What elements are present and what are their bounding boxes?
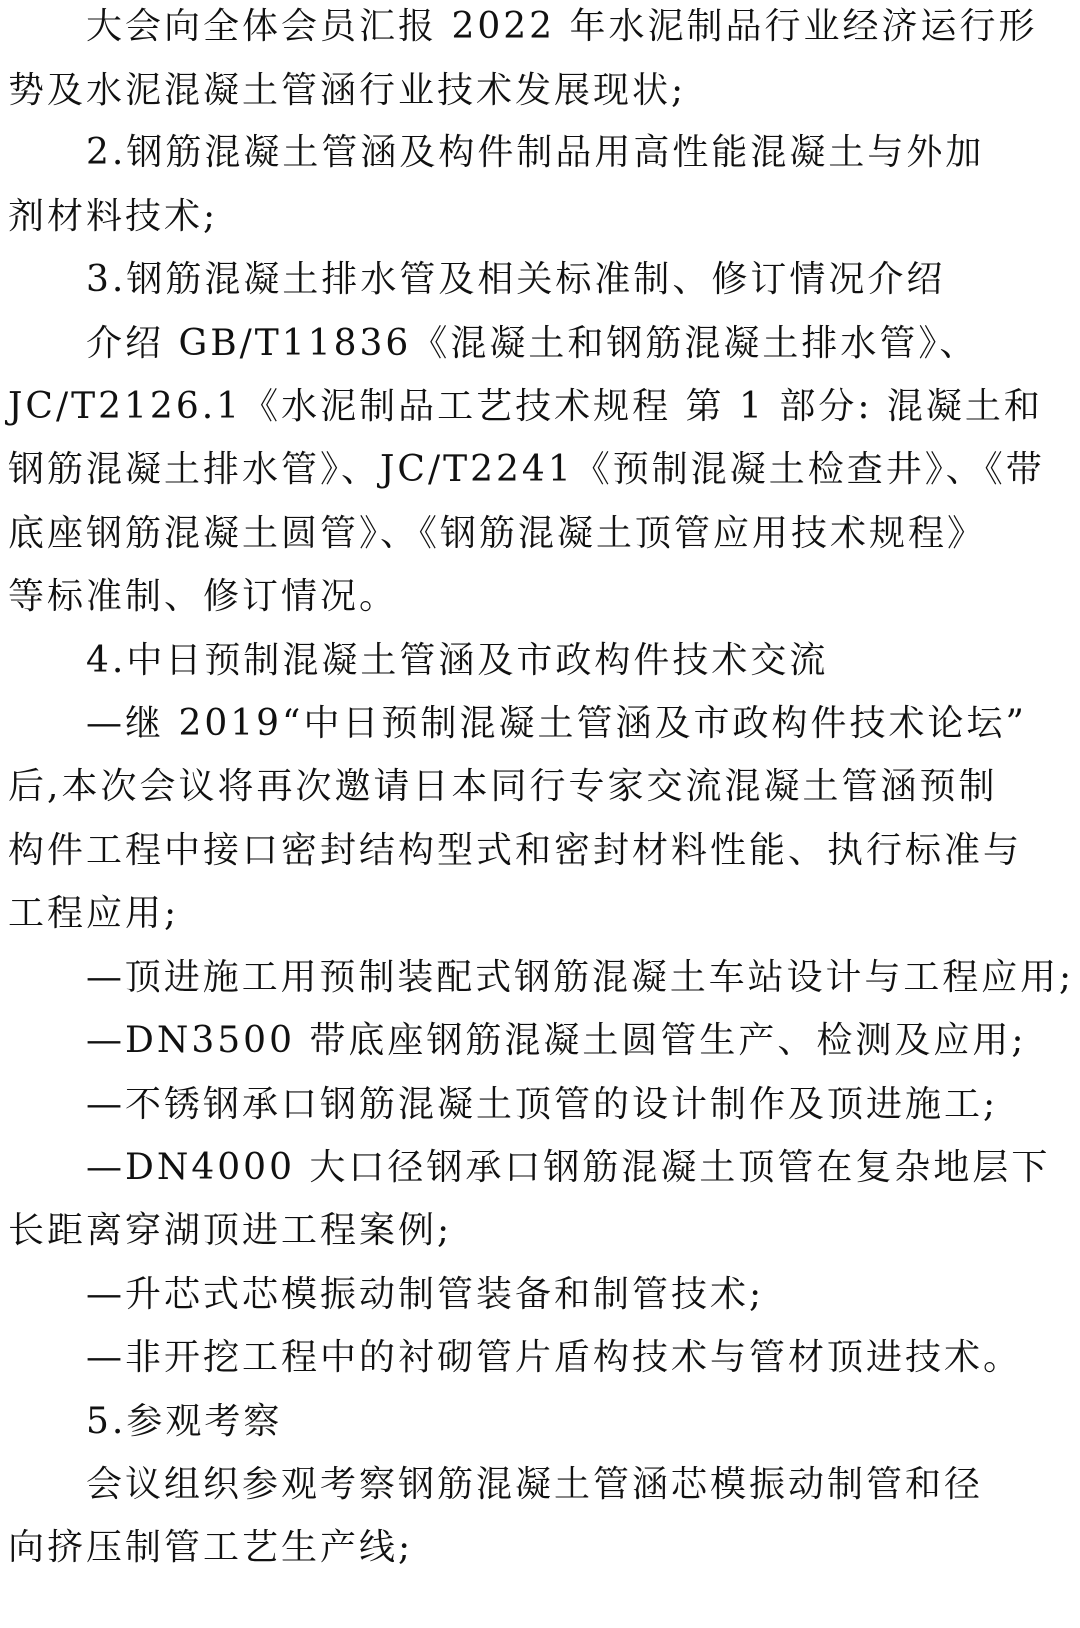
- bullet-item: —DN3500 带底座钢筋混凝土圆管生产、检测及应用;: [86, 1020, 1027, 1061]
- body-text-line: 向挤压制管工艺生产线;: [8, 1527, 414, 1568]
- bullet-item: —不锈钢承口钢筋混凝土顶管的设计制作及顶进施工;: [86, 1084, 999, 1125]
- list-item-heading: 4.中日预制混凝土管涵及市政构件技术交流: [86, 640, 829, 681]
- bullet-item: —顶进施工用预制装配式钢筋混凝土车站设计与工程应用;: [86, 957, 1075, 998]
- body-text-line: 会议组织参观考察钢筋混凝土管涵芯模振动制管和径: [86, 1464, 984, 1505]
- body-text-line: 工程应用;: [8, 893, 180, 934]
- bullet-item: —升芯式芯模振动制管装备和制管技术;: [86, 1274, 765, 1315]
- bullet-item: —DN4000 大口径钢承口钢筋混凝土顶管在复杂地层下: [86, 1147, 1051, 1188]
- body-text-line: 长距离穿湖顶进工程案例;: [8, 1210, 453, 1251]
- body-text-line: 势及水泥混凝土管涵行业技术发展现状;: [8, 70, 687, 111]
- list-item-heading: 5.参观考察: [86, 1401, 283, 1442]
- list-item-heading: 2.钢筋混凝土管涵及构件制品用高性能混凝土与外加: [86, 132, 985, 173]
- body-text-line: JC/T2126.1《水泥制品工艺技术规程 第 1 部分: 混凝土和: [8, 386, 1043, 427]
- body-text-line: —继 2019“中日预制混凝土管涵及市政构件技术论坛”: [86, 703, 1027, 744]
- body-text-line: 剂材料技术;: [8, 196, 219, 237]
- body-text-line: 后,本次会议将再次邀请日本同行专家交流混凝土管涵预制: [8, 766, 998, 807]
- list-item-heading: 3.钢筋混凝土排水管及相关标准制、修订情况介绍: [86, 259, 946, 300]
- body-text-line: 等标准制、修订情况。: [8, 576, 399, 617]
- body-text-line: 构件工程中接口密封结构型式和密封材料性能、执行标准与: [8, 830, 1023, 871]
- body-text-line: 介绍 GB/T11836《混凝土和钢筋混凝土排水管》、: [86, 323, 979, 364]
- body-text-line: 钢筋混凝土排水管》、JC/T2241《预制混凝土检查井》、《带: [8, 449, 1045, 490]
- bullet-item: —非开挖工程中的衬砌管片盾构技术与管材顶进技术。: [86, 1337, 1023, 1378]
- body-text-line: 大会向全体会员汇报 2022 年水泥制品行业经济运行形: [86, 6, 1038, 47]
- body-text-line: 底座钢筋混凝土圆管》、《钢筋混凝土顶管应用技术规程》: [8, 513, 987, 554]
